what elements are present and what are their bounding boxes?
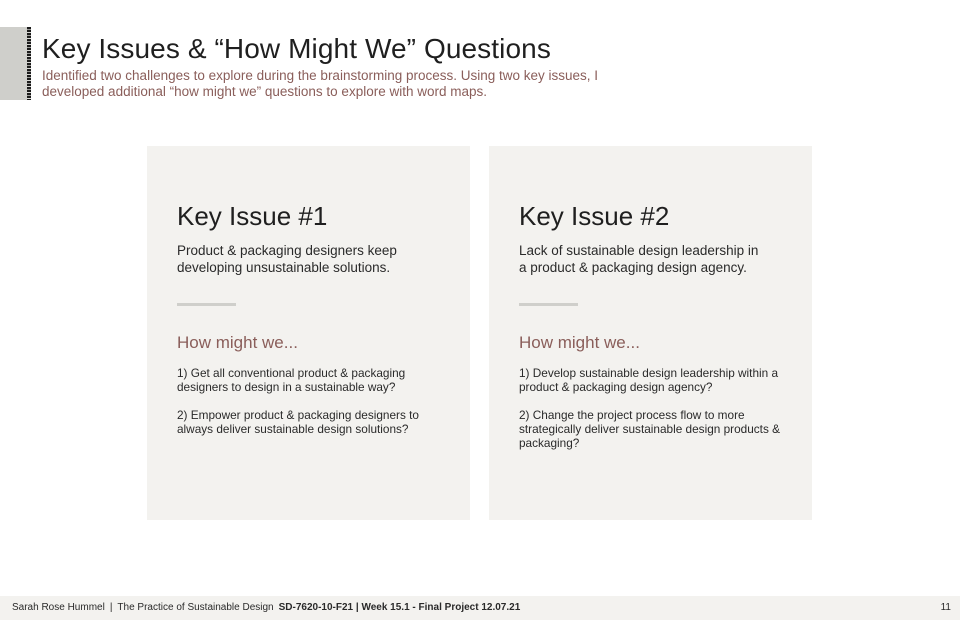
- footer-author: Sarah Rose Hummel: [12, 602, 105, 613]
- key-issue-card-2: [489, 146, 812, 520]
- how-might-we-question: 1) Get all conventional product & packaging designers to design in a sustainable way?: [177, 366, 406, 394]
- footer-course: The Practice of Sustainable Design: [117, 602, 274, 613]
- how-might-we-question: 2) Empower product & packaging designers to always deliver sustainable design solutions?: [177, 408, 419, 436]
- footer-project: SD-7620-10-F21 | Week 15.1 - Final Project 12.07.21: [278, 602, 521, 613]
- footer-credits: [12, 602, 520, 614]
- card-description: Lack of sustainable design leadership in a product & packaging design agency.: [519, 243, 759, 275]
- card-divider: [177, 303, 236, 306]
- page-number: 11: [940, 602, 951, 613]
- card-divider: [519, 303, 578, 306]
- key-issue-card-1: [147, 146, 470, 520]
- page-subtitle: Identified two challenges to explore during the brainstorming process. Using two key issues, I developed additional “how might we” questions to explore with word maps.: [42, 68, 599, 99]
- side-barcode-strip: [27, 27, 31, 100]
- side-tab-decoration: [0, 27, 27, 100]
- card-description: Product & packaging designers keep developing unsustainable solutions.: [177, 243, 397, 275]
- card-title: Key Issue #2: [519, 201, 670, 231]
- footer-bar: [0, 596, 960, 620]
- how-might-we-list: [519, 366, 784, 464]
- footer-separator: |: [109, 602, 113, 613]
- how-might-we-heading: How might we...: [519, 333, 640, 352]
- how-might-we-heading: How might we...: [177, 333, 298, 352]
- how-might-we-question: 1) Develop sustainable design leadership within a product & packaging design agency?: [519, 366, 779, 394]
- page-title: Key Issues & “How Might We” Questions: [42, 33, 551, 64]
- how-might-we-question: 2) Change the project process flow to more strategically deliver sustainable design products & packaging?: [519, 408, 780, 450]
- card-title: Key Issue #1: [177, 201, 328, 231]
- how-might-we-list: [177, 366, 442, 450]
